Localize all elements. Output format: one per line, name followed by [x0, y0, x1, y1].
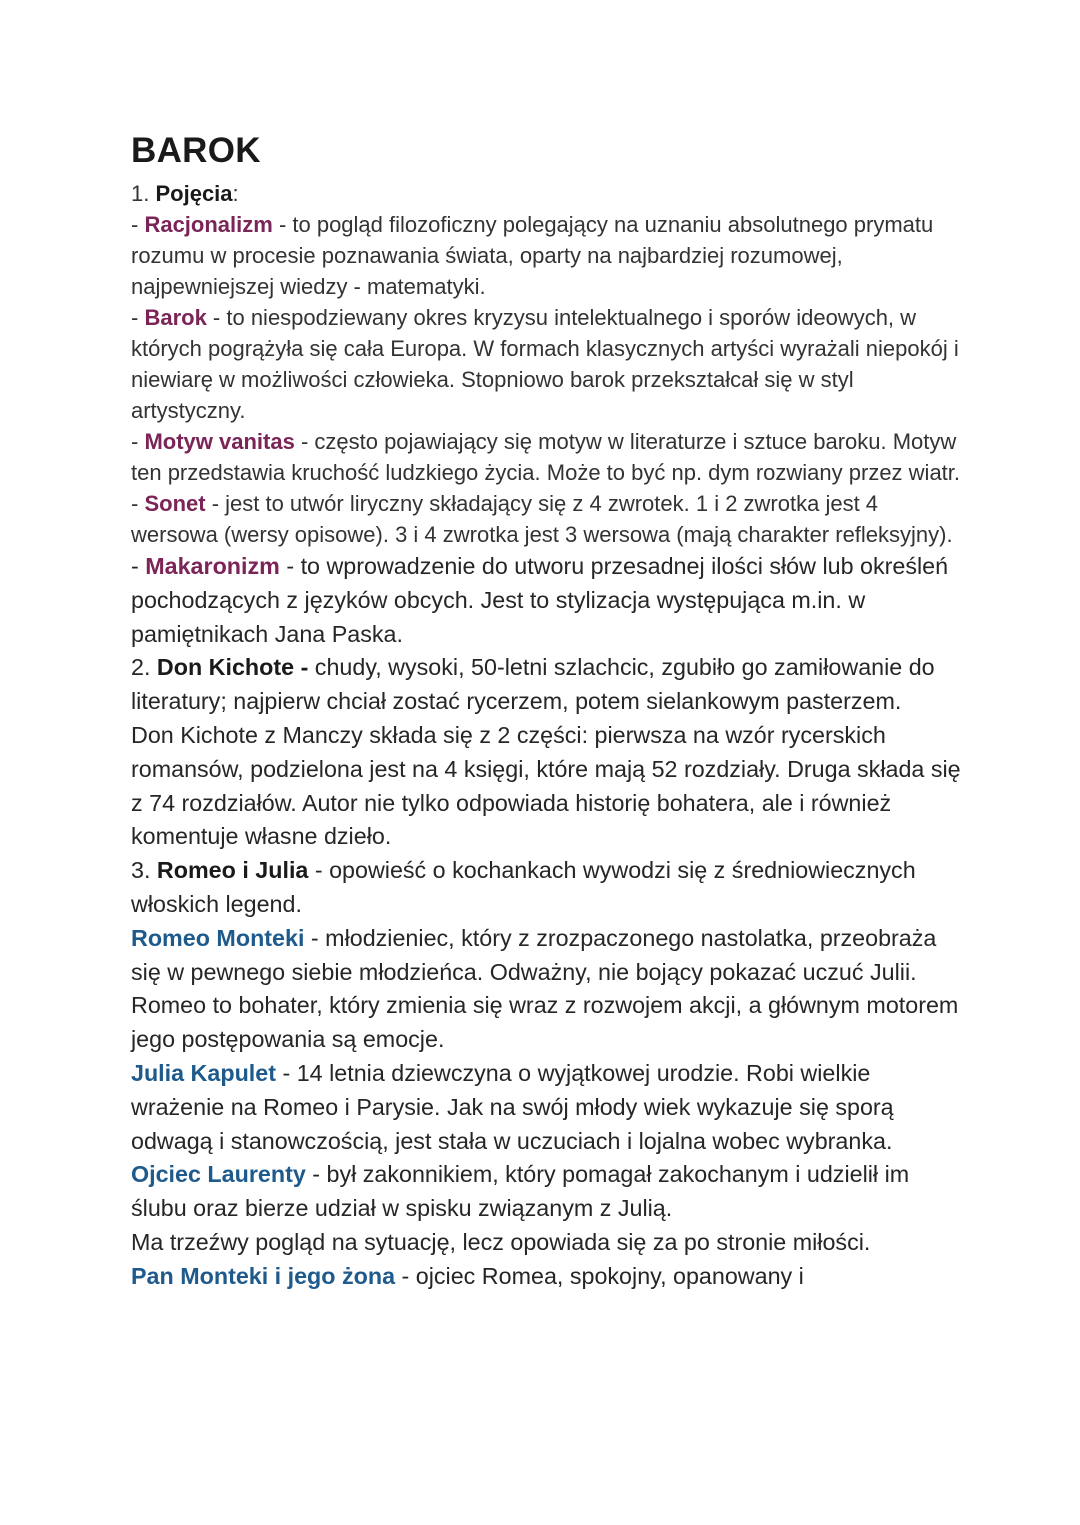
concept-item: - Motyw vanitas - często pojawiający się motyw w literaturze i sztuce baroku. Motyw ten przedstawia kruchość ludzkiego życia. Może to być np. dym rozwiany przez wiatr.: [131, 429, 961, 485]
section-romeo-julia: 3. Romeo i Julia - opowieść o kochankach wywodzi się z średniowiecznych włoskich legend.: [131, 857, 916, 917]
concept-item: - Racjonalizm - to pogląd filozoficzny polegający na uznaniu absolutnego prymatu rozumu w procesie poznawania świata, oparty na najbardziej rozumowej, najpewniejszej wiedzy - matematyki.: [131, 212, 934, 299]
section-heading: Romeo i Julia: [156, 857, 309, 884]
concept-term: Racjonalizm: [144, 212, 273, 237]
concept-item: - Makaronizm - to wprowadzenie do utworu przesadnej ilości słów lub określeń pochodzących z języków obcych. Jest to stylizacja występująca m.in. w pamiętnikach Jana Paska.: [131, 553, 949, 647]
document: [131, 128, 961, 1294]
character-name: Julia Kapulet: [131, 1059, 276, 1086]
concept-term: Makaronizm: [145, 553, 280, 579]
character-item: Romeo Monteki - młodzieniec, który z zrozpaczonego nastolatka, przeobraża się w pewnego siebie młodzieńca. Odważny, nie bojący pokazać uczuć Julii. Romeo to bohater, który zmienia się wraz z rozwojem akcji, a głównym motorem jego postępowania są emocje.: [131, 924, 959, 1053]
section-heading: Don Kichote -: [156, 654, 309, 681]
character-item: Julia Kapulet - 14 letnia dziewczyna o wyjątkowej urodzie. Robi wielkie wrażenie na Romeo i Parysie. Jak na swój młody wiek wykazuje się sporą odwagą i stanowczością, jest stała w uczuciach i lojalna wobec wybranka.: [131, 1059, 894, 1154]
paragraph: Don Kichote z Manczy składa się z 2 części: pierwsza na wzór rycerskich romansów, podzielona jest na 4 księgi, które mają 52 rozdziały. Druga składa się z 74 rozdziałów. Autor nie tylko odpowiada historię bohatera, ale i również komentuje własne dzieło.: [131, 721, 961, 850]
character-item: Ojciec Laurenty - był zakonnikiem, który pomagał zakochanym i udzielił im ślubu oraz bierze udział w spisku związanym z Julią.: [131, 1161, 910, 1222]
section-concepts: [131, 178, 961, 550]
character-name: Pan Monteki i jego żona: [131, 1262, 396, 1289]
concept-term: Barok: [144, 305, 207, 330]
page-title: BAROK: [131, 131, 261, 170]
character-item: Pan Monteki i jego żona - ojciec Romea, spokojny, opanowany i: [131, 1262, 804, 1289]
concept-term: Sonet: [144, 491, 206, 516]
character-name: Ojciec Laurenty: [131, 1161, 306, 1188]
concept-item: - Barok - to niespodziewany okres kryzysu intelektualnego i sporów ideowych, w których pogrążyła się cała Europa. W formach klasycznych artyści wyrażali niepokój i niewiarę w możliwości człowieka. Stopniowo barok przekształcał się w styl artystyczny.: [131, 305, 959, 423]
section-main: [131, 550, 961, 1294]
section-don-kichote: 2. Don Kichote - chudy, wysoki, 50-letni szlachcic, zgubiło go zamiłowanie do literatury; najpierw chciał zostać rycerzem, potem sielankowym pasterzem.: [131, 654, 935, 715]
section-heading: 1. Pojęcia:: [131, 181, 239, 206]
concept-term: Motyw vanitas: [144, 429, 295, 454]
character-name: Romeo Monteki: [131, 924, 305, 951]
concept-item: - Sonet - jest to utwór liryczny składający się z 4 zwrotek. 1 i 2 zwrotka jest 4 wersowa (wersy opisowe). 3 i 4 zwrotka jest 3 wersowa (mają charakter refleksyjny).: [131, 491, 953, 547]
paragraph: Ma trzeźwy pogląd na sytuację, lecz opowiada się za po stronie miłości.: [131, 1228, 871, 1255]
